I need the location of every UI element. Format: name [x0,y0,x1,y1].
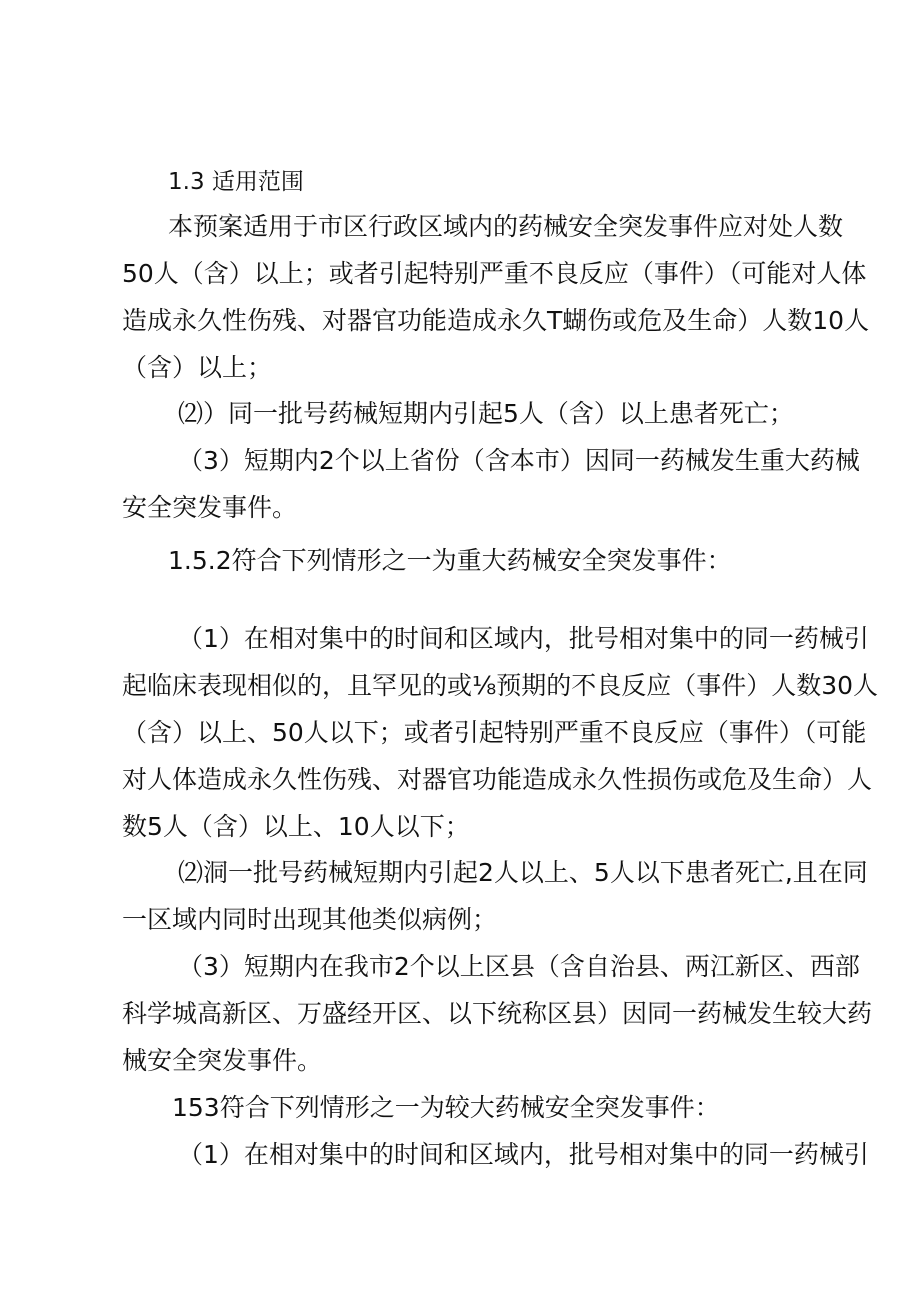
paragraph-line: （1）在相对集中的时间和区域内，批号相对集中的同一药械引 [178,1140,869,1169]
paragraph-line: （3）短期内2个以上省份（含本市）因同一药械发生重大药械 [178,446,860,475]
paragraph-line: 50人（含）以上；或者引起特别严重不良反应（事件）（可能对人体 [122,259,867,288]
section-heading: 1.5.2符合下列情形之一为重大药械安全突发事件： [168,546,732,575]
paragraph-line: 本预案适用于市区行政区域内的药械安全突发事件应对处人数 [168,212,844,241]
paragraph-line: （1）在相对集中的时间和区域内，批号相对集中的同一药械引 [178,624,869,653]
paragraph-line: ⑵洞一批号药械短期内引起2人以上、5人以下患者死亡,且在同 [178,858,868,887]
section-heading: 1.3 适用范围 [168,169,304,195]
paragraph-line: （含）以上、50人以下；或者引起特别严重不良反应（事件）（可能 [122,718,867,747]
paragraph-line: （3）短期内在我市2个以上区县（含自治县、两江新区、西部 [178,952,860,981]
section-heading: 153符合下列情形之一为较大药械安全突发事件： [172,1093,720,1122]
paragraph-line: （含）以上； [122,353,273,382]
paragraph-line: 械安全突发事件。 [122,1046,323,1075]
paragraph-line: 对人体造成永久性伤残、对器官功能造成永久性损伤或危及生命）人 [122,765,873,794]
paragraph-line: 造成永久性伤残、对器官功能造成永久T蝴伤或危及生命）人数10人 [122,306,870,335]
paragraph-line: 一区域内同时出现其他类似病例； [122,905,498,934]
paragraph-line: ⑵）同一批号药械短期内引起5人（含）以上患者死亡； [178,399,794,428]
paragraph-line: 数5人（含）以上、10人以下； [122,812,470,841]
paragraph-line: 起临床表现相似的，且罕见的或⅛预期的不良反应（事件）人数30人 [122,671,879,700]
paragraph-line: 安全突发事件。 [122,493,298,522]
paragraph-line: 科学城高新区、万盛经开区、以下统称区县）因同一药械发生较大药 [122,999,873,1028]
